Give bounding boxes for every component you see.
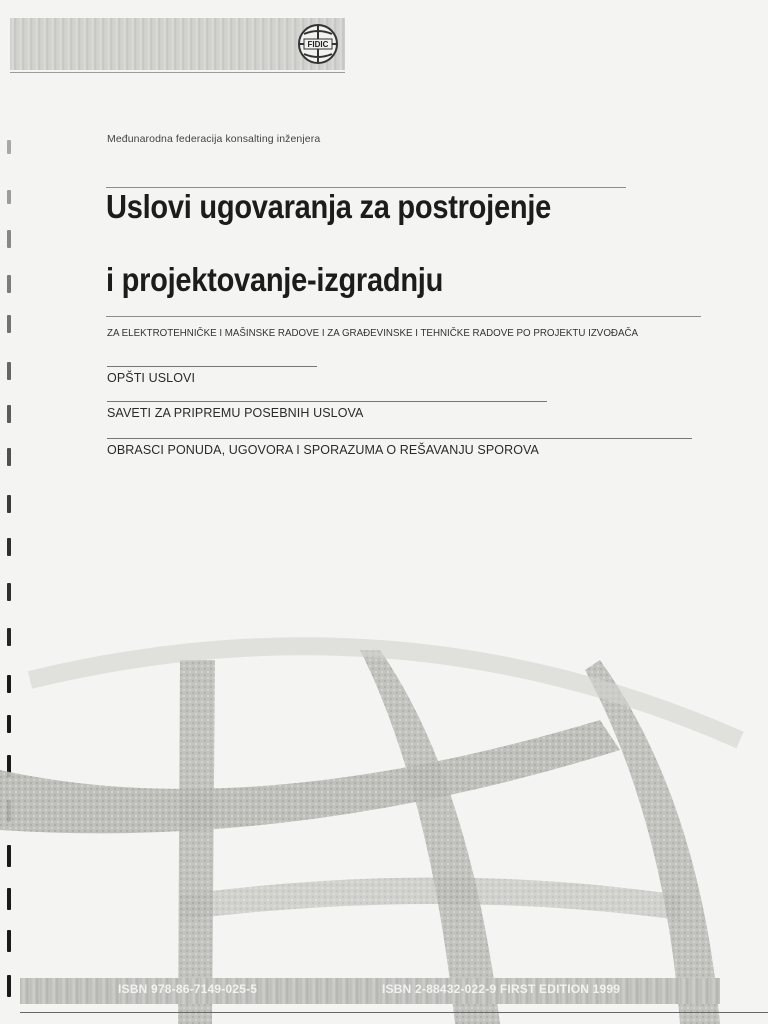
section-rule-3	[107, 438, 692, 439]
title-line-1: Uslovi ugovaranja za postrojenje	[106, 188, 552, 225]
section-rule-2	[107, 401, 547, 402]
section-forms: OBRASCI PONUDA, UGOVORA I SPORAZUMA O REŠAVANJU SPOROVA	[107, 443, 539, 457]
title-rule-bottom	[106, 316, 701, 317]
title-line-2: i projektovanje-izgradnju	[106, 261, 444, 298]
section-rule-1	[107, 366, 317, 367]
logo-text: FIDIC	[307, 40, 329, 49]
header-band	[10, 18, 345, 70]
isbn-original: ISBN 2-88432-022-9 FIRST EDITION 1999	[382, 982, 621, 996]
header-band-rule	[10, 72, 345, 73]
isbn-local: ISBN 978-86-7149-025-5	[118, 982, 258, 996]
organization-name: Međunarodna federacija konsalting inženjera	[107, 133, 321, 145]
section-general-conditions: OPŠTI USLOVI	[107, 371, 196, 385]
fidic-globe-logo-icon	[296, 22, 340, 66]
bottom-rule	[20, 1012, 768, 1013]
document-subtitle: ZA ELEKTROTEHNIČKE I MAŠINSKE RADOVE I ZA GRAĐEVINSKE I TEHNIČKE RADOVE PO PROJEKTU IZVOĐAČA	[107, 327, 639, 339]
globe-illustration	[0, 620, 768, 1024]
section-guidance: SAVETI ZA PRIPREMU POSEBNIH USLOVA	[107, 406, 364, 420]
